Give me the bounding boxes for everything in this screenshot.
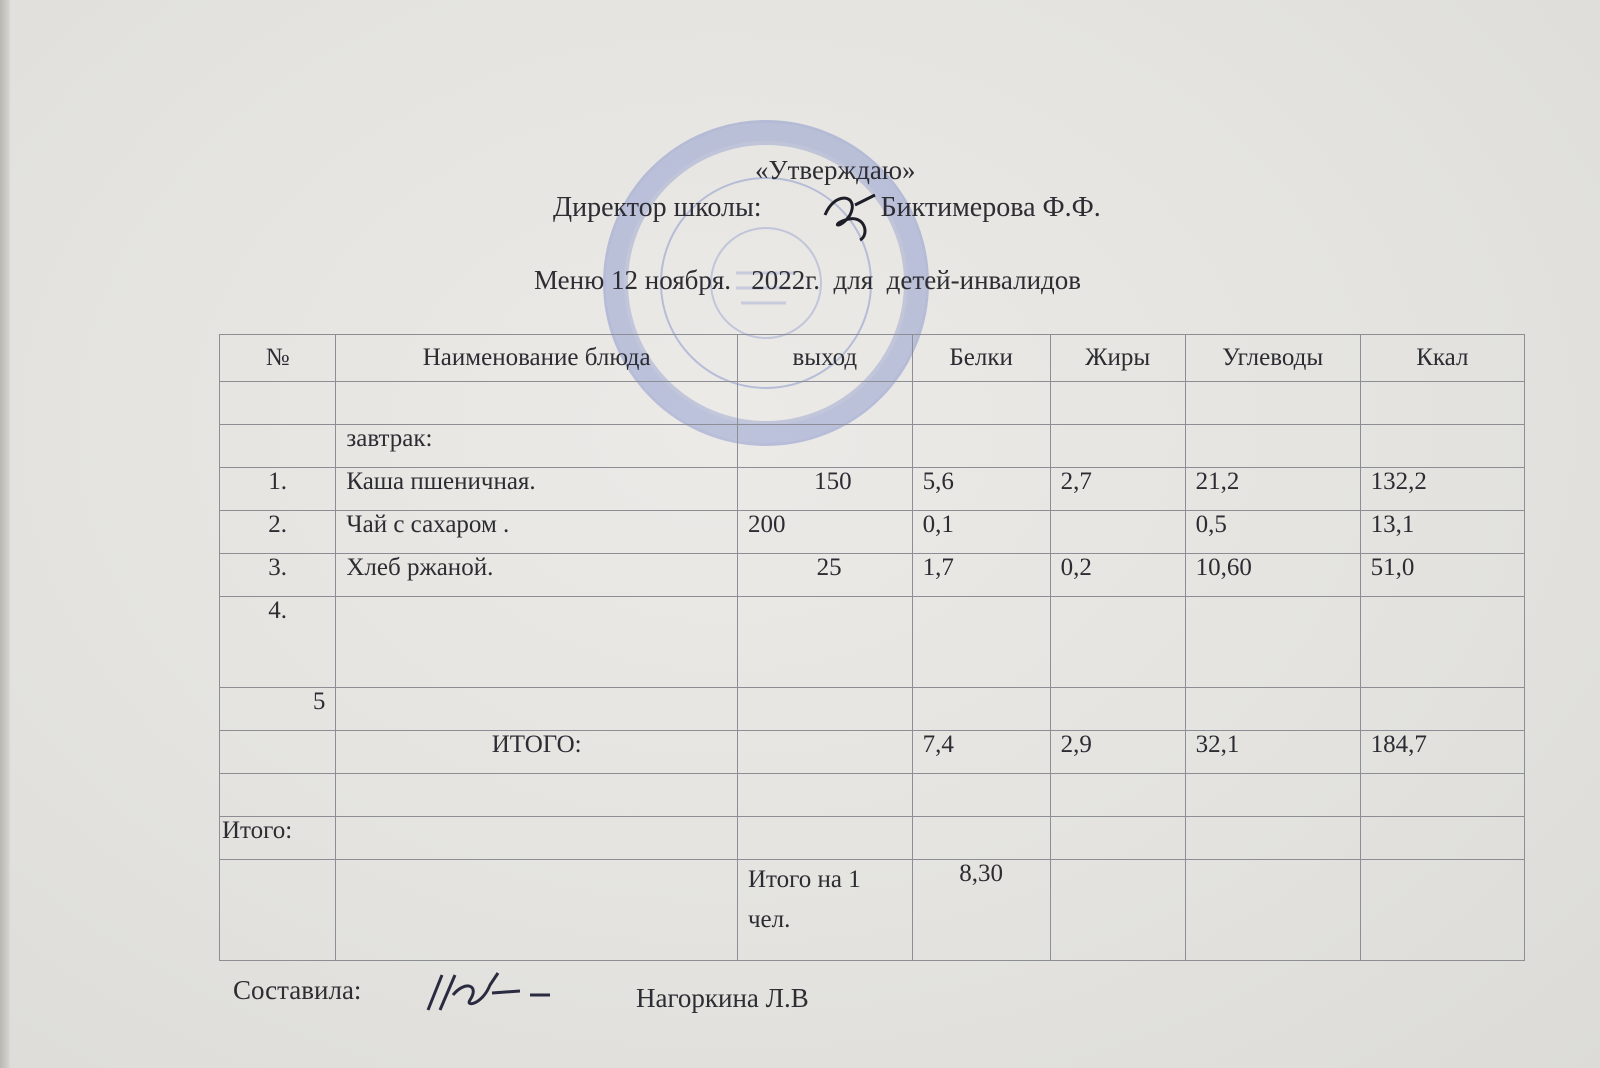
total-row — [220, 731, 1525, 774]
row-protein: 5,6 — [912, 468, 1050, 511]
row-kcal: 132,2 — [1360, 468, 1524, 511]
compiled-name: Нагоркина Л.В — [636, 983, 809, 1013]
row-out: 200 — [737, 511, 912, 554]
row-num: 1. — [220, 468, 336, 511]
row-kcal: 13,1 — [1360, 511, 1524, 554]
approve-heading: «Утверждаю» — [755, 155, 916, 185]
table-row — [220, 688, 1525, 731]
row-fat — [1050, 511, 1185, 554]
director-signature — [815, 185, 885, 245]
row-num: 2. — [220, 511, 336, 554]
table-row — [220, 774, 1525, 817]
row-carbs: 0,5 — [1185, 511, 1360, 554]
row-num: 4. — [220, 597, 336, 688]
row-fat: 0,2 — [1050, 554, 1185, 597]
col-header-out: выход — [737, 335, 912, 382]
row-kcal: 51,0 — [1360, 554, 1524, 597]
col-header-num: № — [220, 335, 336, 382]
row-num: 3. — [220, 554, 336, 597]
section-label: завтрак: — [336, 425, 738, 468]
table-row — [220, 597, 1525, 688]
per-person-label: Итого на 1 чел. — [737, 860, 912, 961]
col-header-kcal: Ккал — [1360, 335, 1524, 382]
row-out: 150 — [737, 468, 912, 511]
total-protein: 7,4 — [912, 731, 1050, 774]
row-fat: 2,7 — [1050, 468, 1185, 511]
table-row — [220, 382, 1525, 425]
footer — [233, 975, 809, 1013]
total-carbs: 32,1 — [1185, 731, 1360, 774]
itogo-row — [220, 817, 1525, 860]
total-fat: 2,9 — [1050, 731, 1185, 774]
row-carbs: 10,60 — [1185, 554, 1360, 597]
col-header-carbs: Углеводы — [1185, 335, 1360, 382]
row-name: Чай с сахаром . — [336, 511, 738, 554]
table-row — [220, 511, 1525, 554]
col-header-name: Наименование блюда — [336, 335, 738, 382]
row-carbs: 21,2 — [1185, 468, 1360, 511]
total-kcal: 184,7 — [1360, 731, 1524, 774]
row-protein: 0,1 — [912, 511, 1050, 554]
per-person-row — [220, 860, 1525, 961]
section-row — [220, 425, 1525, 468]
menu-table — [219, 334, 1525, 961]
table-row — [220, 554, 1525, 597]
table-header-row — [220, 335, 1525, 382]
menu-title: Меню 12 ноября. 2022г. для детей-инвалидов — [534, 265, 1082, 295]
row-name: Хлеб ржаной. — [336, 554, 738, 597]
compiled-label: Составила: — [233, 975, 362, 1005]
per-person-value: 8,30 — [912, 860, 1050, 961]
col-header-fat: Жиры — [1050, 335, 1185, 382]
row-num: 5 — [220, 688, 336, 731]
row-name: Каша пшеничная. — [336, 468, 738, 511]
itogo-label: Итого: — [220, 817, 336, 860]
row-protein: 1,7 — [912, 554, 1050, 597]
total-label: ИТОГО: — [336, 731, 738, 774]
director-name: Биктимерова Ф.Ф. — [880, 192, 1101, 223]
director-label: Директор школы: — [553, 192, 762, 223]
table-row — [220, 468, 1525, 511]
row-out: 25 — [737, 554, 912, 597]
col-header-protein: Белки — [912, 335, 1050, 382]
compiler-signature — [420, 965, 560, 1020]
